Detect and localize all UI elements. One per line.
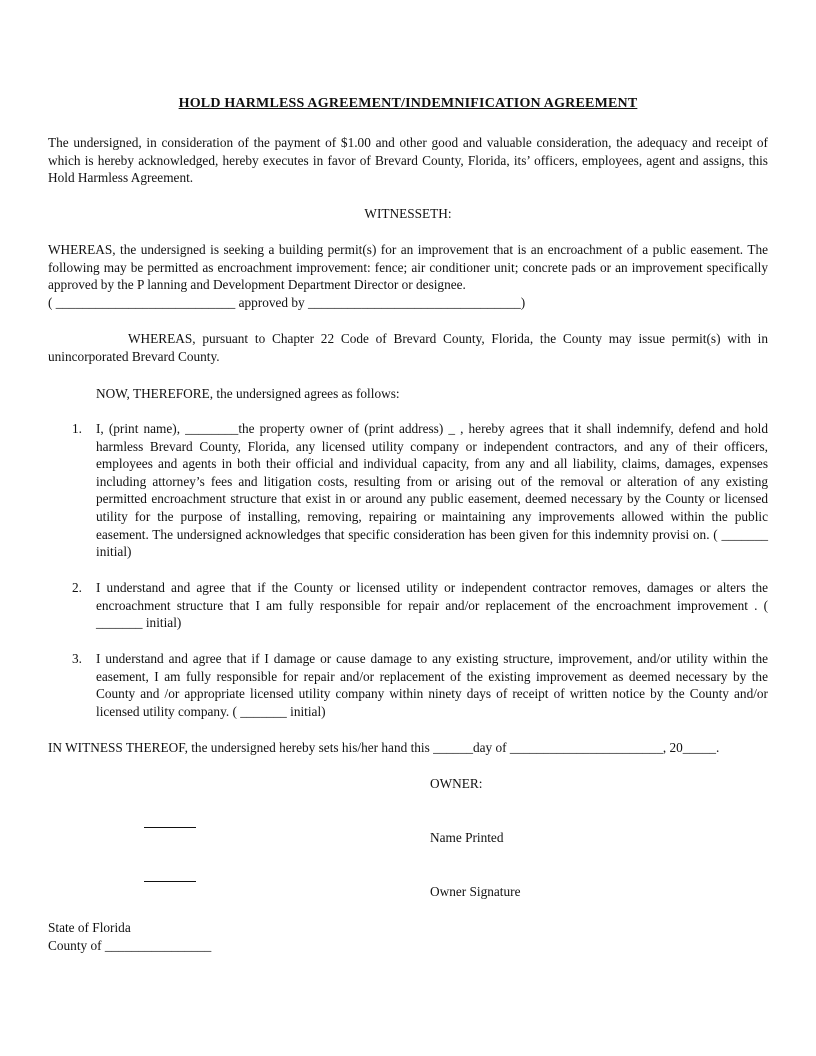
document-title: HOLD HARMLESS AGREEMENT/INDEMNIFICATION AGREEMENT	[178, 96, 638, 111]
name-printed-signature-line	[144, 826, 196, 828]
county-label: County of ________________	[48, 938, 212, 953]
whereas-paragraph-2: WHEREAS, pursuant to Chapter 22 Code of Brevard County, Florida, the County may issue permit(s) with in unincorporated Brevard County.	[48, 331, 768, 364]
approved-by-line: ( ___________________________ approved by ________________________________)	[48, 295, 526, 310]
now-therefore-paragraph: NOW, THEREFORE, the undersigned agrees as follows:	[96, 386, 400, 401]
witnesseth-heading: WITNESSETH:	[364, 206, 452, 221]
item-text-2: I understand and agree that if the County or licensed utility or independent contractor removes, damages or alters the encroachment structure that I am fully responsible for repair and/or replacement of the encroachment improvement . ( _______ initial)	[96, 580, 768, 631]
intro-paragraph: The undersigned, in consideration of the payment of $1.00 and other good and valuable consideration, the adequacy and receipt of which is hereby acknowledged, hereby executes in favor of Brevard County, Florida, its’ officers, employees, agent and assigns, this Hold Harmless Agreement.	[48, 135, 768, 186]
item-number-3: 3.	[72, 651, 82, 666]
state-label: State of Florida	[48, 920, 131, 935]
owner-signature-line	[144, 880, 196, 882]
item-number-2: 2.	[72, 580, 82, 595]
owner-signature-label: Owner Signature	[430, 884, 521, 899]
item-text-1: I, (print name), ________the property owner of (print address) _ , hereby agrees that it shall indemnify, defend and hold harmless Brevard County, Florida, any licensed utility company or independent contractors, and any of their officers, employees and agents in both their official and individual capacity, from any and all liability, claims, damages, expenses including attorney’s fees and litigation costs, resulting from or arising out of the removal or alteration of any existing permitted encroachment structure that exist in or around any public easement, deemed necessary by the County or licensed utility for the purpose of installing, removing, repairing or maintaining any improvements allowed within the public easement. The undersigned acknowledges that specific consideration has been given for this indemnity provisi on. ( _______ initial)	[96, 421, 768, 560]
owner-label: OWNER:	[430, 776, 483, 791]
whereas-paragraph-1: WHEREAS, the undersigned is seeking a building permit(s) for an improvement that is an encroachment of a public easement. The following may be permitted as encroachment improvement: fence; air conditioner unit; concrete pads or an improvement specifically approved by the P lanning and Development Department Director or designee.	[48, 242, 768, 293]
in-witness-line: IN WITNESS THEREOF, the undersigned hereby sets his/her hand this ______day of _______________________, 20_____.	[48, 740, 720, 755]
item-text-3: I understand and agree that if I damage or cause damage to any existing structure, improvement, and/or utility within the easement, I am fully responsible for repair and/or replacement of the existing improvement as deemed necessary by the County and /or appropriate licensed utility company within ninety days of receipt of written notice by the County and/or licensed utility company. ( _______ initial)	[96, 651, 768, 719]
name-printed-label: Name Printed	[430, 830, 504, 845]
item-number-1: 1.	[72, 421, 82, 436]
